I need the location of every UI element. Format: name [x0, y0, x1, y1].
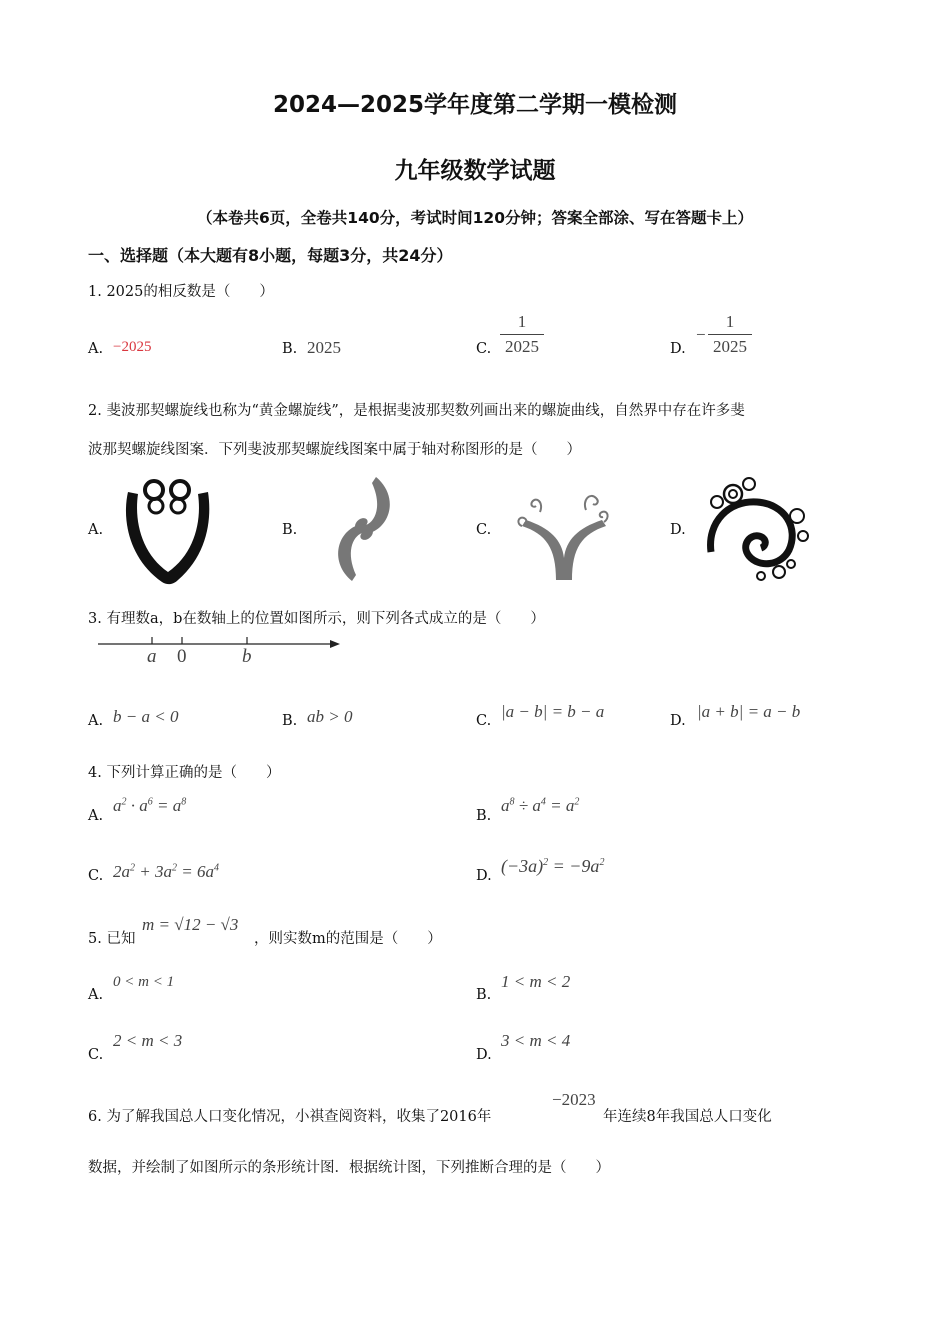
q2-figure-b-s-spiral — [326, 475, 402, 583]
q2-figure-a-heart-spiral — [118, 478, 216, 588]
q1-label-a: A. — [88, 341, 104, 357]
q4-option-d: $(-3a)^2 = -9a^2$ — [501, 856, 605, 876]
q2-label-d: D. — [670, 522, 686, 538]
q1-label-d: D. — [670, 341, 686, 357]
q4-label-c: C. — [88, 868, 104, 884]
q3-axis-label-zero: 0 — [177, 646, 187, 667]
q1-d-denominator: 2025 — [713, 337, 747, 356]
q1-stem: 1. 2025的相反数是（ ） — [88, 284, 274, 300]
q5-option-a: 0 < m < 1 — [113, 974, 175, 990]
q3-option-c: |a − b| = b − a — [501, 702, 605, 721]
fraction-bar — [500, 334, 544, 335]
q2-figure-d-rosette-spiral — [705, 472, 813, 584]
q2-stem-line1: 2. 斐波那契螺旋线也称为“黄金螺旋线”，是根据斐波那契数列画出来的螺旋曲线，自然界中存在许多斐 — [88, 403, 745, 419]
fraction-bar — [708, 334, 752, 335]
q3-axis-label-b: b — [242, 646, 252, 667]
q1-option-c-fraction — [500, 312, 544, 357]
q5-option-c: 2 < m < 3 — [113, 1031, 183, 1050]
q5-label-c: C. — [88, 1047, 104, 1063]
exam-subtitle: 九年级数学试题 — [394, 158, 556, 184]
q3-label-a: A. — [88, 713, 104, 729]
q6-stem-suffix: 年连续8年我国总人口变化 — [603, 1109, 772, 1125]
q5-stem-prefix: 5. 已知 — [88, 931, 136, 947]
q4-option-c: $2a^2 + 3a^2 = 6a^4$ — [113, 862, 219, 881]
q1-c-numerator: 1 — [517, 312, 527, 331]
q5-label-d: D. — [476, 1047, 492, 1063]
q1-d-numerator: 1 — [725, 312, 735, 331]
q2-stem-line2: 波那契螺旋线图案．下列斐波那契螺旋线图案中属于轴对称图形的是（ ） — [88, 442, 581, 458]
q3-axis-label-a: a — [147, 646, 157, 667]
q3-option-a: b − a < 0 — [113, 707, 179, 726]
section-heading: 一、选择题（本大题有8小题，每题3分，共24分） — [88, 246, 453, 265]
q5-stem-suffix: ，则实数m的范围是（ ） — [254, 931, 442, 947]
q1-c-denominator: 2025 — [505, 337, 539, 356]
q6-stem-line2: 数据，并绘制了如图所示的条形统计图．根据统计图，下列推断合理的是（ ） — [88, 1160, 610, 1176]
q4-option-a: $a^2 \cdot a^6 = a^8$ — [113, 796, 187, 815]
exam-title: 2024—2025学年度第二学期一模检测 — [272, 92, 678, 118]
q2-figure-c-y-spiral — [516, 488, 612, 582]
q5-option-d: 3 < m < 4 — [501, 1031, 571, 1050]
q5-expression: m = √12 − √3 — [142, 915, 239, 934]
q4-label-d: D. — [476, 868, 492, 884]
q3-option-b: ab > 0 — [307, 707, 353, 726]
q6-stem-prefix: 6. 为了解我国总人口变化情况，小祺查阅资料，收集了2016年 — [88, 1109, 492, 1125]
q5-option-b: 1 < m < 2 — [501, 972, 571, 991]
q1-option-d-fraction — [708, 312, 752, 357]
q4-option-b: $a^8 \div a^4 = a^2$ — [501, 796, 580, 815]
q4-label-b: B. — [476, 808, 492, 824]
q3-number-line — [96, 630, 346, 670]
q1-option-d-sign: − — [696, 325, 706, 344]
q4-label-a: A. — [88, 808, 104, 824]
q3-label-d: D. — [670, 713, 686, 729]
q5-label-a: A. — [88, 987, 104, 1003]
q6-stem-year-range: −2023 — [552, 1090, 596, 1109]
q4-stem: 4. 下列计算正确的是（ ） — [88, 765, 281, 781]
q5-label-b: B. — [476, 987, 492, 1003]
q2-label-a: A. — [88, 522, 104, 538]
exam-note: （本卷共6页，全卷共140分，考试时间120分钟；答案全部涂、写在答题卡上） — [197, 209, 753, 227]
q1-option-a: −2025 — [113, 339, 152, 355]
q3-label-c: C. — [476, 713, 492, 729]
q3-stem: 3. 有理数a，b在数轴上的位置如图所示，则下列各式成立的是（ ） — [88, 611, 545, 627]
q2-label-c: C. — [476, 522, 492, 538]
q1-option-b: 2025 — [307, 338, 341, 357]
q1-label-b: B. — [282, 341, 298, 357]
q3-label-b: B. — [282, 713, 298, 729]
q2-label-b: B. — [282, 522, 298, 538]
q3-option-d: |a + b| = a − b — [697, 702, 801, 721]
q1-label-c: C. — [476, 341, 492, 357]
